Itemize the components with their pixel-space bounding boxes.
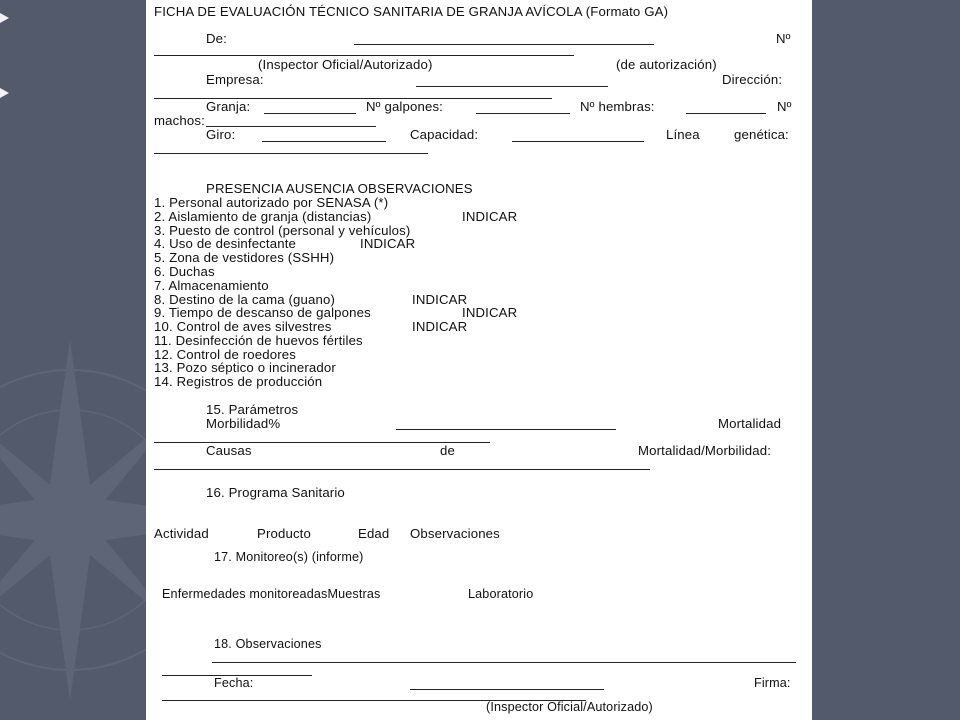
morbilidad-field[interactable] xyxy=(396,429,616,430)
empresa-field[interactable] xyxy=(416,86,608,87)
checklist-item: 7. Almacenamiento xyxy=(154,278,269,293)
causas-label: Causas xyxy=(206,443,252,458)
galpones-field[interactable] xyxy=(476,113,570,114)
genetica-label: genética: xyxy=(734,127,789,142)
monitoreo-col-enfermedades: Enfermedades monitoreadasMuestras xyxy=(162,587,381,601)
de-label: De: xyxy=(206,31,227,46)
checklist-item: 1. Personal autorizado por SENASA (*) xyxy=(154,195,389,210)
firma-inspector-caption: (Inspector Oficial/Autorizado) xyxy=(486,700,653,714)
observaciones-title: 18. Observaciones xyxy=(214,637,322,651)
programa-title: 16. Programa Sanitario xyxy=(206,485,345,500)
checklist-item: 9. Tiempo de descanso de galpones xyxy=(154,305,371,320)
form-document xyxy=(146,0,812,720)
checklist-item: 10. Control de aves silvestres xyxy=(154,319,332,334)
granja-field[interactable] xyxy=(264,113,356,114)
monitoreo-col-laboratorio: Laboratorio xyxy=(468,587,534,601)
fecha-label: Fecha: xyxy=(214,676,254,690)
indicar-label: INDICAR xyxy=(462,305,518,320)
galpones-label: Nº galpones: xyxy=(366,99,443,114)
no-label: Nº xyxy=(776,31,791,46)
firma-label: Firma: xyxy=(754,676,791,690)
de-continuation-field[interactable] xyxy=(154,55,574,56)
inspector-caption: (Inspector Oficial/Autorizado) xyxy=(258,57,433,72)
indicar-label: INDICAR xyxy=(412,319,468,334)
programa-col-edad: Edad xyxy=(358,526,390,541)
giro-label: Giro: xyxy=(206,127,236,142)
observaciones-field[interactable] xyxy=(212,662,796,663)
autorizacion-caption: (de autorización) xyxy=(616,57,717,72)
checklist-item: 5. Zona de vestidores (SSHH) xyxy=(154,250,335,265)
empresa-label: Empresa: xyxy=(206,72,264,87)
mortalidad-label: Mortalidad xyxy=(718,416,782,431)
hembras-label: Nº hembras: xyxy=(580,99,655,114)
programa-col-producto: Producto xyxy=(257,526,311,541)
hembras-field[interactable] xyxy=(686,113,766,114)
fecha-field[interactable] xyxy=(410,689,604,690)
causas-de-label: de xyxy=(440,443,455,458)
checklist-item: 4. Uso de desinfectante xyxy=(154,236,297,251)
checklist-headers: PRESENCIA AUSENCIA OBSERVACIONES xyxy=(206,181,473,196)
triangle-bullet-icon xyxy=(0,88,9,98)
checklist-item: 11. Desinfección de huevos fértiles xyxy=(154,333,363,348)
morbilidad-label: Morbilidad% xyxy=(206,416,281,431)
causas-field[interactable] xyxy=(154,469,650,470)
machos-label: machos: xyxy=(154,113,205,128)
indicar-label: INDICAR xyxy=(412,292,468,307)
capacidad-label: Capacidad: xyxy=(410,127,479,142)
checklist-item: 8. Destino de la cama (guano) xyxy=(154,292,336,307)
triangle-bullet-icon xyxy=(0,13,9,23)
direccion-label: Dirección: xyxy=(722,72,783,87)
indicar-label: INDICAR xyxy=(360,236,416,251)
mort-morb-label: Mortalidad/Morbilidad: xyxy=(638,443,772,458)
genetica-field[interactable] xyxy=(154,153,428,154)
checklist-item: 2. Aislamiento de granja (distancias) xyxy=(154,209,372,224)
granja-label: Granja: xyxy=(206,99,251,114)
linea-label: Línea xyxy=(666,127,700,142)
checklist-item: 14. Registros de producción xyxy=(154,374,323,389)
form-title: FICHA DE EVALUACIÓN TÉCNICO SANITARIA DE GRANJA AVÍCOLA (Formato GA) xyxy=(154,4,669,19)
de-field[interactable] xyxy=(354,44,654,45)
parametros-title: 15. Parámetros xyxy=(206,402,299,417)
programa-col-actividad: Actividad xyxy=(154,526,209,541)
monitoreo-title: 17. Monitoreo(s) (informe) xyxy=(214,550,364,564)
capacidad-field[interactable] xyxy=(512,141,644,142)
programa-col-observaciones: Observaciones xyxy=(410,526,500,541)
giro-field[interactable] xyxy=(262,141,386,142)
indicar-label: INDICAR xyxy=(462,209,518,224)
no-machos-label: Nº xyxy=(777,99,792,114)
checklist-item: 6. Duchas xyxy=(154,264,215,279)
checklist-item: 3. Puesto de control (personal y vehículos) xyxy=(154,223,411,238)
checklist-item: 12. Control de roedores xyxy=(154,347,297,362)
checklist-item: 13. Pozo séptico o incinerador xyxy=(154,360,336,375)
